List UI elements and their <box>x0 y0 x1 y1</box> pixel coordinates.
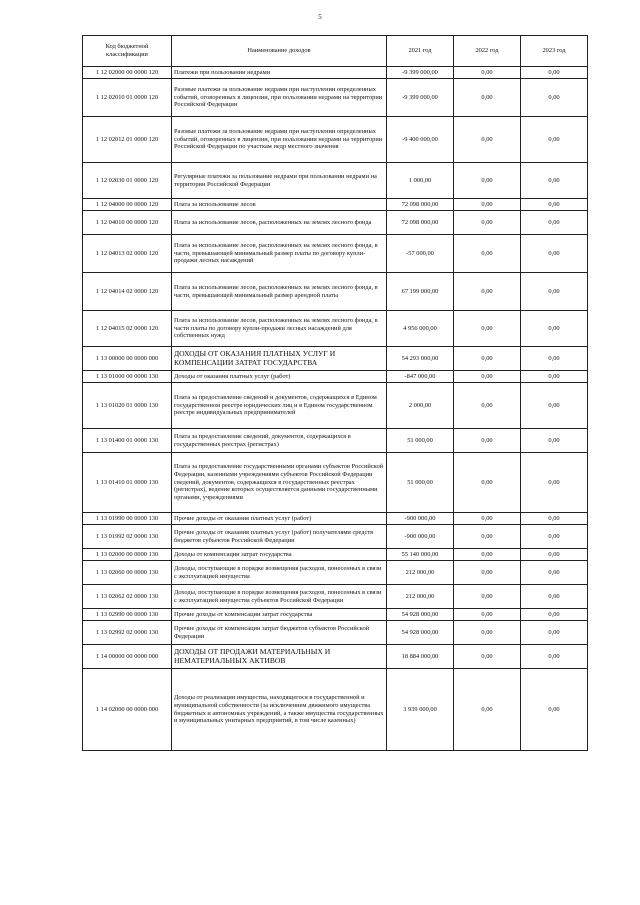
cell-2023: 0,00 <box>521 67 588 79</box>
cell-2023: 0,00 <box>521 645 588 669</box>
cell-name: Плата за использование лесов, расположенных на землях лесного фонда, в части, превышающей минимальный размер платы по договору купли-продажи лесных насаждений <box>172 235 387 273</box>
cell-2023: 0,00 <box>521 453 588 513</box>
table-row <box>83 549 588 561</box>
cell-name: Прочие доходы от компенсации затрат государства <box>172 609 387 621</box>
cell-name: Доходы от реализации имущества, находящегося в государственной и муниципальной собственности (за исключением движимого имущества бюджетных и автономных учреждений, а также имущества государственных и муниципальных унитарных предприятий, в том числе казенных) <box>172 669 387 751</box>
cell-2022: 0,00 <box>454 311 521 347</box>
cell-2021: 54 928 000,00 <box>387 609 454 621</box>
cell-name: Платежи при пользовании недрами <box>172 67 387 79</box>
cell-name: Плата за использование лесов, расположенных на землях лесного фонда <box>172 211 387 235</box>
cell-2021: 18 884 000,00 <box>387 645 454 669</box>
cell-2023: 0,00 <box>521 621 588 645</box>
cell-2022: 0,00 <box>454 235 521 273</box>
cell-2022: 0,00 <box>454 453 521 513</box>
table-row <box>83 525 588 549</box>
cell-2022: 0,00 <box>454 199 521 211</box>
cell-2021: -57 000,00 <box>387 235 454 273</box>
cell-2022: 0,00 <box>454 211 521 235</box>
cell-code: 1 12 04015 02 0000 120 <box>83 311 172 347</box>
header-name: Наименование доходов <box>172 36 387 67</box>
table-row <box>83 199 588 211</box>
cell-code: 1 14 00000 00 0000 000 <box>83 645 172 669</box>
table-row <box>83 429 588 453</box>
cell-2023: 0,00 <box>521 311 588 347</box>
cell-2021: -900 000,00 <box>387 513 454 525</box>
cell-name: Прочие доходы от оказания платных услуг (работ) <box>172 513 387 525</box>
cell-code: 1 13 01990 00 0000 130 <box>83 513 172 525</box>
cell-2022: 0,00 <box>454 117 521 163</box>
cell-2022: 0,00 <box>454 561 521 585</box>
cell-code: 1 13 02992 02 0000 130 <box>83 621 172 645</box>
table-row <box>83 585 588 609</box>
cell-2021: 4 956 000,00 <box>387 311 454 347</box>
table-row <box>83 371 588 383</box>
cell-2023: 0,00 <box>521 211 588 235</box>
cell-code: 1 12 04010 00 0000 120 <box>83 211 172 235</box>
cell-2022: 0,00 <box>454 585 521 609</box>
cell-name: Разовые платежи за пользование недрами при наступлении определенных событий, оговоренных в лицензии, при пользовании недрами на территории Российской Федерации <box>172 79 387 117</box>
cell-code: 1 13 01020 01 0000 130 <box>83 383 172 429</box>
cell-2023: 0,00 <box>521 79 588 117</box>
cell-code: 1 13 02060 00 0000 130 <box>83 561 172 585</box>
cell-2022: 0,00 <box>454 609 521 621</box>
cell-name: ДОХОДЫ ОТ ОКАЗАНИЯ ПЛАТНЫХ УСЛУГ И КОМПЕНСАЦИИ ЗАТРАТ ГОСУДАРСТВА <box>172 347 387 371</box>
cell-2023: 0,00 <box>521 429 588 453</box>
cell-2021: 55 140 000,00 <box>387 549 454 561</box>
cell-2021: 72 098 000,00 <box>387 211 454 235</box>
cell-name: Регулярные платежи за пользование недрами при пользовании недрами на территории Российской Федерации <box>172 163 387 199</box>
cell-2023: 0,00 <box>521 199 588 211</box>
cell-2022: 0,00 <box>454 549 521 561</box>
cell-2023: 0,00 <box>521 549 588 561</box>
cell-name: Доходы, поступающие в порядке возмещения расходов, понесенных в связи с эксплуатацией имущества <box>172 561 387 585</box>
cell-2021: 54 928 000,00 <box>387 621 454 645</box>
cell-2022: 0,00 <box>454 525 521 549</box>
cell-2023: 0,00 <box>521 669 588 751</box>
table-row <box>83 609 588 621</box>
table-row <box>83 513 588 525</box>
table-header-row <box>83 36 588 67</box>
cell-2022: 0,00 <box>454 429 521 453</box>
cell-2022: 0,00 <box>454 79 521 117</box>
table-row <box>83 235 588 273</box>
cell-name: Доходы, поступающие в порядке возмещения расходов, понесенных в связи с эксплуатацией имущества субъектов Российской Федерации <box>172 585 387 609</box>
table-row <box>83 621 588 645</box>
cell-2021: -900 000,00 <box>387 525 454 549</box>
cell-2022: 0,00 <box>454 645 521 669</box>
cell-2021: -847 000,00 <box>387 371 454 383</box>
cell-name: ДОХОДЫ ОТ ПРОДАЖИ МАТЕРИАЛЬНЫХ И НЕМАТЕРИАЛЬНЫХ АКТИВОВ <box>172 645 387 669</box>
cell-2021: 212 000,00 <box>387 585 454 609</box>
cell-code: 1 12 04014 02 0000 120 <box>83 273 172 311</box>
cell-2021: -9 399 000,00 <box>387 79 454 117</box>
cell-2023: 0,00 <box>521 609 588 621</box>
cell-name: Доходы от компенсации затрат государства <box>172 549 387 561</box>
cell-code: 1 12 02010 01 0000 120 <box>83 79 172 117</box>
cell-name: Плата за предоставление сведений и документов, содержащихся в Едином государственном реестре юридических лиц и в Едином государственном реестре индивидуальных предпринимателей <box>172 383 387 429</box>
cell-2021: 212 000,00 <box>387 561 454 585</box>
header-2021: 2021 год <box>387 36 454 67</box>
cell-2021: 1 000,00 <box>387 163 454 199</box>
cell-code: 1 12 02030 01 0000 120 <box>83 163 172 199</box>
cell-code: 1 14 02000 00 0000 000 <box>83 669 172 751</box>
cell-2022: 0,00 <box>454 347 521 371</box>
table-row <box>83 117 588 163</box>
cell-2023: 0,00 <box>521 235 588 273</box>
cell-2022: 0,00 <box>454 669 521 751</box>
cell-code: 1 13 01400 01 0000 130 <box>83 429 172 453</box>
cell-code: 1 13 00000 00 0000 000 <box>83 347 172 371</box>
cell-code: 1 12 04013 02 0000 120 <box>83 235 172 273</box>
table-row <box>83 311 588 347</box>
header-2022: 2022 год <box>454 36 521 67</box>
cell-2022: 0,00 <box>454 273 521 311</box>
table-row <box>83 645 588 669</box>
cell-code: 1 13 01992 02 0000 130 <box>83 525 172 549</box>
table-row <box>83 383 588 429</box>
cell-2023: 0,00 <box>521 383 588 429</box>
cell-2022: 0,00 <box>454 371 521 383</box>
cell-2023: 0,00 <box>521 585 588 609</box>
cell-name: Прочие доходы от оказания платных услуг (работ) получателями средств бюджетов субъектов Российской Федерации <box>172 525 387 549</box>
cell-2021: -9 400 000,00 <box>387 117 454 163</box>
cell-2021: 2 000,00 <box>387 383 454 429</box>
page-number: 5 <box>318 13 322 21</box>
cell-name: Плата за предоставление государственными органами субъектов Российской Федерации, казенными учреждениями субъектов Российской Федерации сведений, документов, содержащихся в государственных реестрах (регистрах), ведение которых осуществляется данными государственными органами, учреждениями <box>172 453 387 513</box>
cell-2022: 0,00 <box>454 621 521 645</box>
header-code: Код бюджетной классификации <box>83 36 172 67</box>
cell-name: Доходы от оказания платных услуг (работ) <box>172 371 387 383</box>
cell-name: Плата за использование лесов, расположенных на землях лесного фонда, в части платы по договору купли-продажи лесных насаждений для собственных нужд <box>172 311 387 347</box>
cell-code: 1 12 04000 00 0000 120 <box>83 199 172 211</box>
cell-2023: 0,00 <box>521 163 588 199</box>
table-row <box>83 211 588 235</box>
cell-code: 1 12 02000 00 0000 120 <box>83 67 172 79</box>
cell-2023: 0,00 <box>521 347 588 371</box>
cell-code: 1 13 01410 01 0000 130 <box>83 453 172 513</box>
cell-2023: 0,00 <box>521 525 588 549</box>
cell-name: Плата за использование лесов <box>172 199 387 211</box>
cell-code: 1 13 02000 00 0000 130 <box>83 549 172 561</box>
header-2023: 2023 год <box>521 36 588 67</box>
table-row <box>83 67 588 79</box>
table-row <box>83 561 588 585</box>
cell-code: 1 13 01000 00 0000 130 <box>83 371 172 383</box>
cell-2023: 0,00 <box>521 561 588 585</box>
cell-code: 1 13 02062 02 0000 130 <box>83 585 172 609</box>
table-row <box>83 453 588 513</box>
cell-2021: 67 199 000,00 <box>387 273 454 311</box>
cell-2022: 0,00 <box>454 67 521 79</box>
table-row <box>83 79 588 117</box>
cell-2022: 0,00 <box>454 163 521 199</box>
table-row <box>83 669 588 751</box>
table-body <box>83 67 588 751</box>
cell-2021: 51 000,00 <box>387 453 454 513</box>
cell-2021: 54 293 000,00 <box>387 347 454 371</box>
cell-code: 1 13 02990 00 0000 130 <box>83 609 172 621</box>
cell-2022: 0,00 <box>454 513 521 525</box>
cell-code: 1 12 02012 01 0000 120 <box>83 117 172 163</box>
table-row <box>83 163 588 199</box>
cell-2021: 3 939 000,00 <box>387 669 454 751</box>
cell-name: Разовые платежи за пользование недрами при наступлении определенных событий, оговоренных в лицензии, при пользовании недрами на территории Российской Федерации по участкам недр местного значения <box>172 117 387 163</box>
cell-name: Прочие доходы от компенсации затрат бюджетов субъектов Российской Федерации <box>172 621 387 645</box>
table-row <box>83 273 588 311</box>
cell-2023: 0,00 <box>521 371 588 383</box>
table-row <box>83 347 588 371</box>
cell-2023: 0,00 <box>521 273 588 311</box>
cell-name: Плата за предоставление сведений, документов, содержащихся в государственных реестрах (регистрах) <box>172 429 387 453</box>
cell-2023: 0,00 <box>521 513 588 525</box>
cell-2022: 0,00 <box>454 383 521 429</box>
cell-2023: 0,00 <box>521 117 588 163</box>
income-table <box>82 35 588 751</box>
cell-2021: -9 399 000,00 <box>387 67 454 79</box>
cell-2021: 72 098 000,00 <box>387 199 454 211</box>
cell-name: Плата за использование лесов, расположенных на землях лесного фонда, в части, превышающей минимальный размер арендной платы <box>172 273 387 311</box>
cell-2021: 51 000,00 <box>387 429 454 453</box>
